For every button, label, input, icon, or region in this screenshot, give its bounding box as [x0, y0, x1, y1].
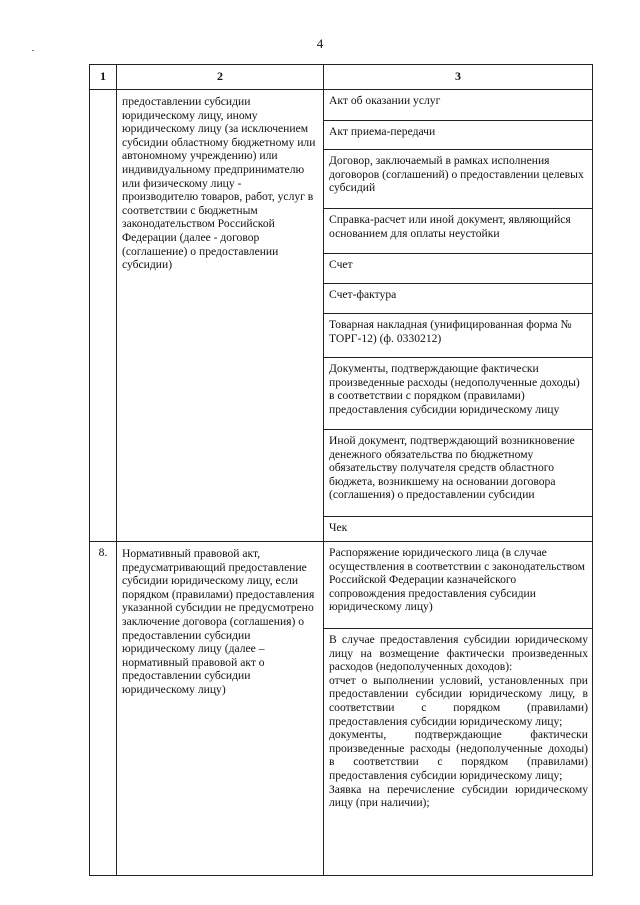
document-item: Договор, заключаемый в рамках исполнения договоров (соглашений) о предоставлении целевых субсидий [324, 149, 592, 208]
document-item: Счет-фактура [324, 283, 592, 313]
row-description: Нормативный правовой акт, предусматривающий предоставление субсидии юридическому лицу, если порядком (правилами) предоставления указанной субсидии не предусмотрено заключение договора (соглашения) о предоставлении субсидии юридическому лицу (далее – нормативный правовой акт о предоставлении субсидии юридическому лицу) [117, 542, 324, 876]
document-item: Акт приема-передачи [324, 120, 592, 149]
row-number [90, 90, 117, 542]
document-text: В случае предоставления субсидии юридическому лицу на возмещение фактически произведенных расходов (недополученных доходов): [329, 633, 588, 674]
table-row [90, 90, 593, 542]
document-text: отчет о выполнении условий, установленных при предоставлении субсидии юридическому лицу, в соответствии с порядком (правилами) предоставления субсидии юридическому лицу; [329, 673, 588, 728]
header-col-3: 3 [324, 65, 593, 90]
table-header-row [90, 65, 593, 90]
document-item: Товарная накладная (унифицированная форма № ТОРГ-12) (ф. 0330212) [324, 313, 592, 357]
row-documents [324, 90, 593, 542]
document-item [324, 628, 592, 875]
document-item: Счет [324, 253, 592, 283]
header-col-2: 2 [117, 65, 324, 90]
document-text: Заявка на перечисление субсидии юридическому лицу (при наличии); [329, 782, 588, 810]
document-item: Иной документ, подтверждающий возникновение денежного обязательства по бюджетному обязательству получателя средств областного бюджета, возникшему на основании договора (соглашения) о предоставлении субсидии [324, 429, 592, 516]
header-col-1: 1 [90, 65, 117, 90]
document-item: Справка-расчет или иной документ, являющийся основанием для оплаты неустойки [324, 208, 592, 253]
document-item: Акт об оказании услуг [329, 94, 441, 107]
document-item: Чек [324, 516, 592, 541]
document-text: документы, подтверждающие фактически произведенные расходы (недополученные доходы) в соответствии с порядком (правилами) предоставления субсидии юридическому лицу; [329, 728, 588, 782]
row-description: предоставлении субсидии юридическому лицу, иному юридическому лицу (за исключением субсидии областному бюджетному или автономному учреждению) или индивидуальному предпринимателю или физическому лицу - производителю товаров, работ, услуг в соответствии с бюджетным законодательством Российской Федерации (далее - договор (соглашение) о предоставлении субсидии) [117, 90, 324, 542]
documents-table [89, 64, 593, 876]
row-number: 8. [90, 542, 117, 876]
document-text: Распоряжение юридического лица (в случае осуществления в соответствии с законодательством Российской Федерации казначейского сопровождения предоставления субсидии юридическому лицу) [329, 546, 585, 614]
document-item: Документы, подтверждающие фактически произведенные расходы (недополученные доходы) в соответствии с порядком (правилами) предоставления субсидии юридическому лицу [324, 357, 592, 429]
table-row [90, 542, 593, 876]
row-documents [324, 542, 593, 876]
page-number: 4 [316, 36, 324, 51]
scan-artifact [32, 50, 34, 51]
document-item [324, 542, 592, 628]
